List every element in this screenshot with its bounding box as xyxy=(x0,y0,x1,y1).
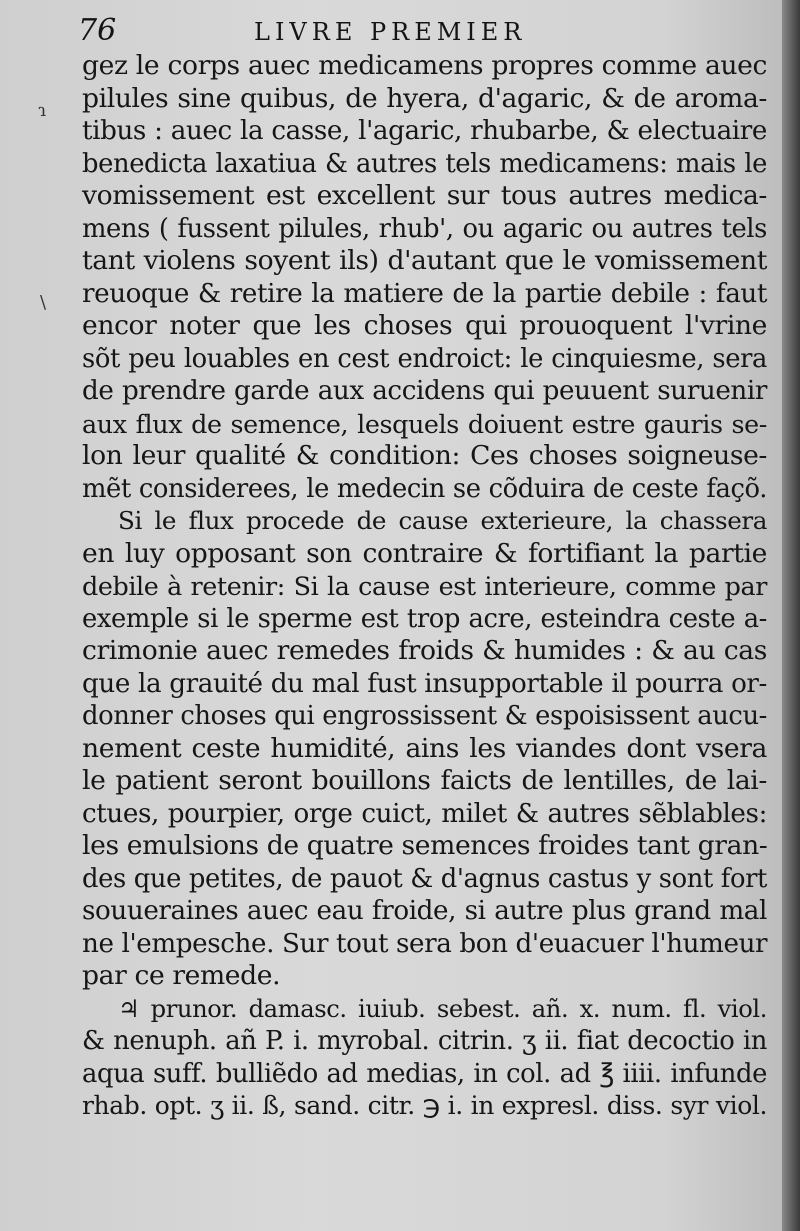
text-line: souueraines auec eau froide, si autre plus grand mal xyxy=(82,896,767,926)
text-line: sõt peu louables en cest endroict: le cinquiesme, sera xyxy=(82,343,767,374)
text-line: en luy opposant son contraire & fortifiant la partie xyxy=(82,537,767,569)
text-line: debile à retenir: Si la cause est interieure, comme par xyxy=(82,571,767,601)
text-line: aqua suff. bulliẽdo ad medias, in col. ad ℥ iiii. infunde xyxy=(82,1058,767,1089)
text-line: benedicta laxatiua & autres tels medicamens: mais le xyxy=(82,148,767,179)
text-line: crimonie auec remedes froids & humides : & au cas xyxy=(82,635,767,666)
paragraph-1 xyxy=(82,50,767,505)
text-line: ne l'empesche. Sur tout sera bon d'euacuer l'humeur xyxy=(82,928,768,959)
text-line: mens ( fussent pilules, rhub', ou agaric ou autres tels xyxy=(82,213,767,244)
text-line: nement ceste humidité, ains les viandes dont vsera xyxy=(82,732,767,764)
text-line: reuoque & retire la matiere de la partie debile : faut xyxy=(82,278,767,309)
text-line: les emulsions de quatre semences froides tant gran- xyxy=(82,830,768,861)
text-line: & nenuph. añ P. i. myrobal. citrin. ʒ ii. fiat decoctio in xyxy=(82,1026,767,1056)
text-line: lon leur qualité & condition: Ces choses soigneuse- xyxy=(82,440,767,471)
margin-mark: \ xyxy=(40,292,47,313)
text-line: donner choses qui engrossissent & espoisissent aucu- xyxy=(82,701,767,731)
paragraph-2 xyxy=(82,505,767,993)
text-line: ctues, pourpier, orge cuict, milet & autres sẽblables: xyxy=(82,798,767,829)
text-line: le patient seront bouillons faicts de lentilles, de lai- xyxy=(82,765,767,796)
running-head: LIVRE PREMIER xyxy=(254,18,527,46)
body-text xyxy=(82,50,767,1123)
text-line: aux flux de semence, lesquels doiuent estre gauris se- xyxy=(82,408,767,439)
prescription xyxy=(82,993,767,1123)
page-number: 76 xyxy=(78,13,117,48)
text-line: par ce remede. xyxy=(82,960,281,991)
text-line: vomissement est excellent sur tous autres medica- xyxy=(82,180,767,211)
book-edge-shadow xyxy=(782,0,800,1231)
text-line: ♃ prunor. damasc. iuiub. sebest. añ. x. num. fl. viol. xyxy=(118,994,767,1023)
text-line: pilules sine quibus, de hyera, d'agaric, & de aroma- xyxy=(82,82,767,114)
text-line: gez le corps auec medicamens propres comme auec xyxy=(82,50,767,81)
text-line: encor noter que les choses qui prouoquent l'vrine xyxy=(82,310,767,341)
text-line: que la grauité du mal fust insupportable il pourra or- xyxy=(82,668,767,699)
text-line: Si le flux procede de cause exterieure, la chassera xyxy=(118,506,767,535)
text-line: mẽt considerees, le medecin se cõduira de ceste façõ. xyxy=(82,473,767,504)
text-line: rhab. opt. ʒ ii. ß, sand. citr. ℈ i. in expresl. diss. syr viol. xyxy=(82,1091,767,1120)
text-line: des que petites, de pauot & d'agnus castus y sont fort xyxy=(82,863,767,894)
text-line: tant violens soyent ils) d'autant que le vomissement xyxy=(82,245,767,276)
margin-mark: ɿ xyxy=(38,100,47,121)
text-line: tibus : auec la casse, l'agaric, rhubarbe, & electuaire xyxy=(82,116,767,146)
text-line: de prendre garde aux accidens qui peuuent suruenir xyxy=(82,376,767,406)
page-header xyxy=(78,14,638,48)
text-line: exemple si le sperme est trop acre, esteindra ceste a- xyxy=(82,603,767,634)
